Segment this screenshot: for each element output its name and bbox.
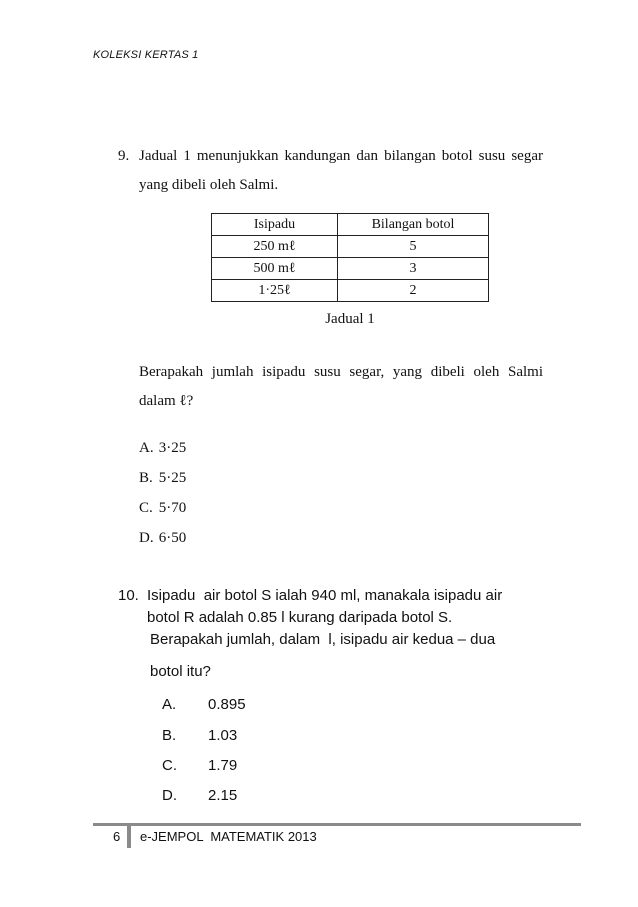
question-10-option-a[interactable]: [162, 696, 246, 713]
question-9-option-a[interactable]: [139, 440, 186, 457]
option-value: 6·50: [158, 530, 187, 546]
question-10-line-3: Berapakah jumlah, dalam l, isipadu air kedua – dua: [150, 631, 496, 648]
table-row: [212, 236, 489, 258]
table-cell: 250 mℓ: [212, 236, 338, 258]
option-value: 2.15: [208, 787, 238, 804]
question-10-line-1: Isipadu air botol S ialah 940 ml, manakala isipadu air: [147, 587, 503, 604]
table-header-row: [212, 214, 489, 236]
question-9-stem-line-2: yang dibeli oleh Salmi.: [139, 177, 279, 193]
option-letter: B.: [139, 470, 153, 486]
footer-separator-bar: [127, 826, 131, 848]
option-letter: A.: [162, 696, 177, 713]
option-letter: B.: [162, 727, 177, 744]
question-10-line-2: botol R adalah 0.85 l kurang daripada botol S.: [147, 609, 453, 626]
option-value: 5·70: [158, 500, 187, 516]
question-9-prompt-line-1: Berapakah jumlah isipadu susu segar, yang dibeli oleh Salmi: [139, 364, 543, 380]
question-9-stem-line-1: Jadual 1 menunjukkan kandungan dan bilangan botol susu segar: [139, 148, 543, 164]
footer-divider: [93, 823, 581, 826]
table-cell: 1·25ℓ: [212, 280, 338, 302]
page-number: 6: [113, 829, 121, 844]
question-10-option-c[interactable]: [162, 757, 237, 774]
option-letter: C.: [162, 757, 177, 774]
option-letter: D.: [139, 530, 154, 546]
option-value: 0.895: [208, 696, 246, 713]
option-value: 1.03: [208, 727, 238, 744]
table-caption: Jadual 1: [325, 311, 375, 327]
question-10-line-4: botol itu?: [150, 663, 211, 680]
table-cell: 500 mℓ: [212, 258, 338, 280]
option-value: 5·25: [158, 470, 187, 486]
footer-title: e-JEMPOL MATEMATIK 2013: [140, 829, 317, 844]
table-cell: 3: [338, 258, 489, 280]
option-letter: D.: [162, 787, 177, 804]
option-letter: C.: [139, 500, 153, 516]
table-row: [212, 280, 489, 302]
question-9-option-d[interactable]: [139, 530, 186, 547]
volume-table: [211, 213, 489, 302]
table-cell: 5: [338, 236, 489, 258]
option-value: 1.79: [208, 757, 238, 774]
question-10-number: 10.: [118, 587, 139, 604]
question-10-option-b[interactable]: [162, 727, 237, 744]
question-9-option-c[interactable]: [139, 500, 186, 517]
question-9-number: 9.: [118, 148, 130, 164]
table-header-cell: Bilangan botol: [338, 214, 489, 236]
running-header: KOLEKSI KERTAS 1: [93, 49, 199, 61]
question-9-prompt-line-2: dalam ℓ?: [139, 393, 194, 409]
question-9-option-b[interactable]: [139, 470, 186, 487]
table-row: [212, 258, 489, 280]
question-10-option-d[interactable]: [162, 787, 237, 804]
table-header-cell: Isipadu: [212, 214, 338, 236]
option-letter: A.: [139, 440, 154, 456]
table-cell: 2: [338, 280, 489, 302]
option-value: 3·25: [158, 440, 187, 456]
